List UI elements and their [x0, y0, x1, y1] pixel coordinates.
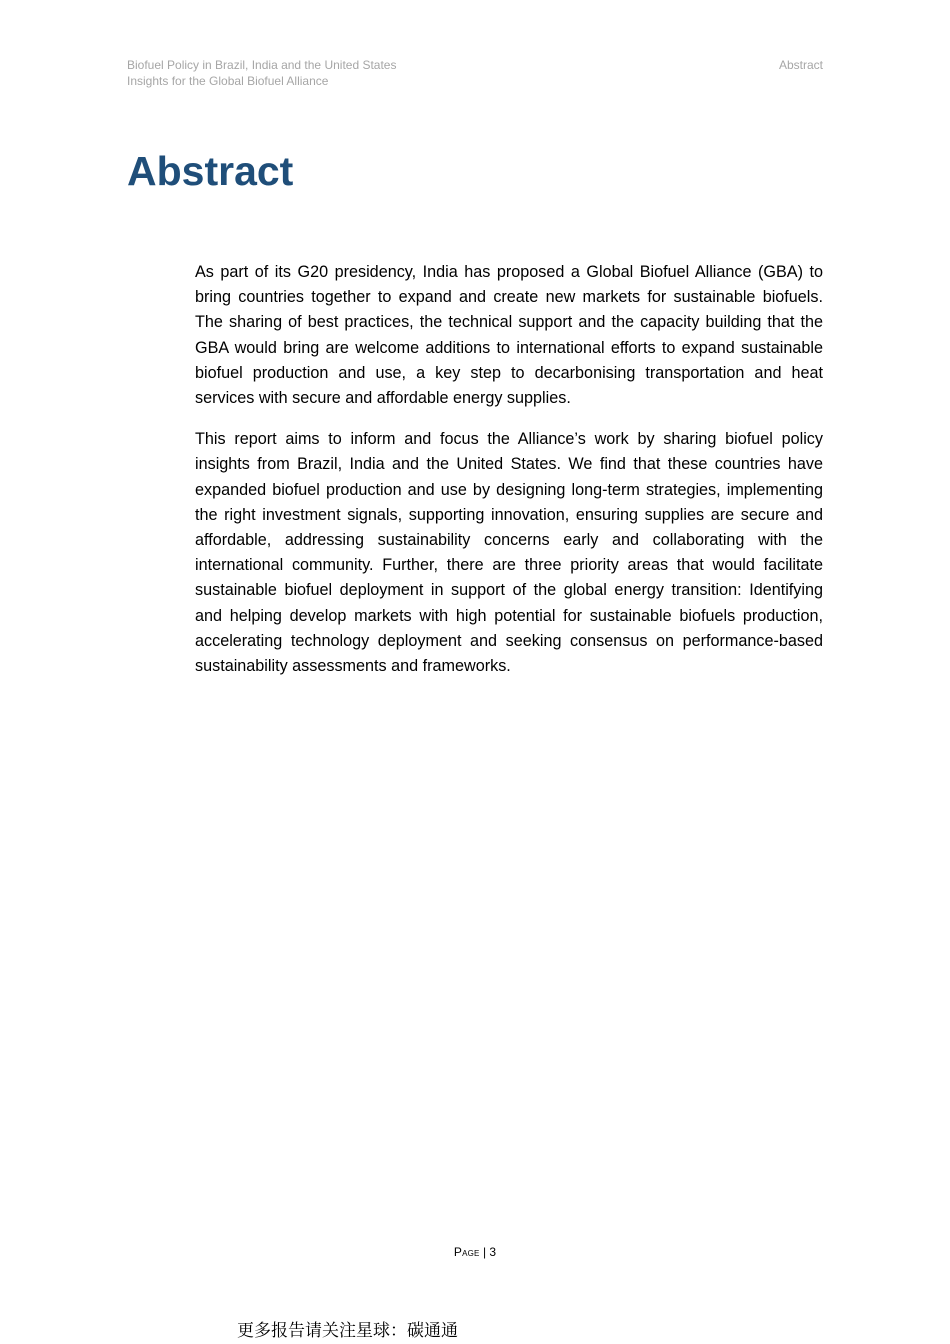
page-separator: | [482, 1245, 487, 1259]
abstract-paragraph-2: This report aims to inform and focus the Alliance’s work by sharing biofuel policy insights from Brazil, India and the United States. We find that these countries have expanded biofuel production and use by designing long-term strategies, implementing the right investment signals, supporting innovation, ensuring supplies are secure and affordable, addressing sustainability concerns early and collaborating with the international community. Further, there are three priority areas that would facilitate sustainable biofuel deployment in support of the global energy transition: Identifying and helping develop markets with high potential for sustainable biofuels production, accelerating technology deployment and seeking consensus on performance-based sustainability assessments and frameworks. [195, 430, 823, 676]
header-report-subtitle: Insights for the Global Biofuel Alliance [127, 74, 329, 88]
page-title: Abstract [127, 148, 294, 194]
running-header-left [127, 57, 396, 89]
watermark-text: 更多报告请关注星球：碳通通 [237, 1321, 458, 1341]
page-label: Page [453, 1245, 480, 1259]
abstract-paragraph-1: As part of its G20 presidency, India has proposed a Global Biofuel Alliance (GBA) to bring countries together to expand and create new markets for sustainable biofuels. The sharing of best practices, the technical support and the capacity building that the GBA would bring are welcome additions to international efforts to expand sustainable biofuel production and use, a key step to decarbonising transportation and heat services with secure and affordable energy supplies. [195, 263, 823, 408]
page-number: 3 [489, 1245, 497, 1259]
page-footer [0, 1244, 950, 1260]
abstract-body [195, 260, 823, 695]
header-report-title: Biofuel Policy in Brazil, India and the United States [127, 58, 397, 72]
running-header-section: Abstract [778, 58, 823, 72]
